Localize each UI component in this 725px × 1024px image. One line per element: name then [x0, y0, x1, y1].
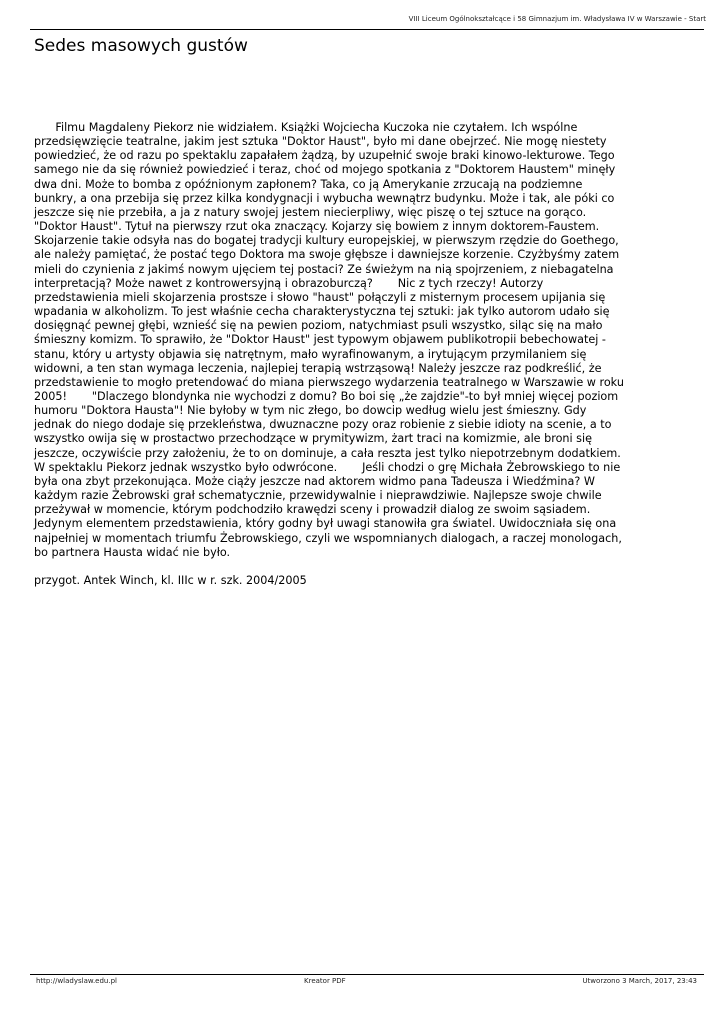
- text-line: mieli do czynienia z jakimś nowym ujęciem tej postaci? Ze świeżym na nią spojrzeniem, z niebagatelna: [34, 262, 614, 276]
- text-line: Filmu Magdaleny Piekorz nie widziałem. Książki Wojciecha Kuczoka nie czytałem. Ich wspólne: [34, 121, 578, 134]
- text-line: interpretacją? Może nawet z kontrowersyjną i obrazoburczą? Nic z tych rzeczy! Autorzy: [34, 276, 544, 290]
- text-line: dosięgnąć pewnej głębi, wznieść się na pewien poziom, natychmiast psuli wszystko, siląc się na mało: [34, 319, 603, 333]
- text-line: dwa dni. Może to bomba z opóźnionym zapłonem? Taka, co ją Amerykanie zrzucają na podziemne: [34, 177, 583, 191]
- text-line: najpełniej w momentach triumfu Żebrowskiego, czyli we wspomnianych dialogach, a raczej monologach,: [34, 531, 622, 545]
- header-divider: [30, 29, 704, 30]
- text-line: przedstawienia mieli skojarzenia prostsze i słowo "haust" połączyli z misternym procesem upijania się: [34, 290, 606, 304]
- article-title: Sedes masowych gustów: [34, 36, 248, 56]
- text-line: wpadania w alkoholizm. To jest właśnie cecha charakterystyczna tej sztuki: jak tylko autorom udało się: [34, 305, 610, 319]
- text-line: była ona zbyt przekonująca. Może ciąży jeszcze nad aktorem widmo pana Tadeusza i Wiedźmina? W: [34, 474, 595, 488]
- text-line: każdym razie Żebrowski grał schematycznie, przewidywalnie i nieprawdziwie. Najlepsze swoje chwile: [34, 489, 602, 503]
- footer-url: http://wladyslaw.edu.pl: [36, 977, 117, 985]
- text-line: samego nie da się również powiedzieć i teraz, choć od mojego spotkania z "Doktorem Haustem" minęły: [34, 163, 616, 177]
- text-line: ale należy pamiętać, że postać tego Doktora ma swoje głębsze i dawniejsze korzenie. Czyżbyśmy zatem: [34, 248, 620, 262]
- footer-created: Utworzono 3 March, 2017, 23:43: [582, 977, 697, 985]
- author-line: przygot. Antek Winch, kl. IIIc w r. szk. 2004/2005: [34, 574, 307, 587]
- text-line: widowni, a ten stan wymaga leczenia, najlepiej terapią wstrząsową! Należy jeszcze raz podkreślić, że: [34, 361, 602, 375]
- text-line: bunkry, a ona przebija się przez kilka kondygnacji i wybucha wewnątrz budynku. Może i tak, ale póki co: [34, 191, 615, 205]
- text-line: jednak do niego dodaje się przekleństwa, dwuznaczne pozy oraz robienie z siebie idioty na scenie, a to: [34, 418, 612, 432]
- text-line: Jedynym elementem przedstawienia, który godny był uwagi stanowiła gra światel. Uwidoczniała się ona: [34, 517, 617, 531]
- text-line: przedsięwzięcie teatralne, jakim jest sztuka "Doktor Haust", było mi dane obejrzeć. Nie mogę niestety: [34, 135, 607, 149]
- text-line: jeszcze się nie przebiła, a ja z natury swojej jestem niecierpliwy, więc piszę o tej sztuce na gorąco.: [34, 205, 587, 219]
- footer-divider: [30, 974, 704, 975]
- text-line: W spektaklu Piekorz jednak wszystko było odwrócone. Jeśli chodzi o grę Michała Żebrowskiego to nie: [34, 460, 621, 474]
- blank-line: [34, 560, 688, 574]
- text-line: przedstawienie to mogło pretendować do miana pierwszego wydarzenia teatralnego w Warszawie w roku: [34, 375, 624, 389]
- text-line: 2005! "Dlaczego blondynka nie wychodzi z domu? Bo boi się „że zajdzie"-to był mniej więcej poziom: [34, 389, 619, 403]
- site-title: VIII Liceum Ogólnokształcące i 58 Gimnazjum im. Władysława IV w Warszawie - Start: [408, 15, 706, 23]
- text-line: wszystko owija się w prostactwo przechodzące w prymitywizm, żart traci na komizmie, ale broni się: [34, 432, 592, 446]
- text-line: śmieszny komizm. To sprawiło, że "Doktor Haust" jest typowym objawem publikotropii bebechowatej -: [34, 333, 606, 347]
- text-line: humoru "Doktora Hausta"! Nie byłoby w tym nic złego, bo dowcip według wielu jest śmieszny. Gdy: [34, 404, 587, 418]
- text-line: stanu, który u artysty objawia się natrętnym, mało wyrafinowanym, a irytującym przymilaniem się: [34, 347, 587, 361]
- text-line: jeszcze, oczywiście przy założeniu, że to on dominuje, a cała reszta jest tylko niepotrzebnym dodatkiem.: [34, 446, 621, 460]
- text-line: Skojarzenie takie odsyła nas do bogatej tradycji kultury europejskiej, w pierwszym rzędzie do Goethego,: [34, 234, 619, 248]
- text-line: przeżywał w momencie, którym podchodziło krawędzi sceny i prowadził dialog ze swoim sąsiadem.: [34, 503, 591, 517]
- text-line: powiedzieć, że od razu po spektaklu zapałałem żądzą, by uzupełnić swoje braki kinowo-lekturowe. Tego: [34, 149, 615, 163]
- article-body: [34, 121, 688, 588]
- text-line: bo partnera Hausta widać nie było.: [34, 545, 231, 559]
- footer-generator: Kreator PDF: [304, 977, 346, 985]
- text-line: "Doktor Haust". Tytuł na pierwszy rzut oka znaczący. Kojarzy się bowiem z innym doktorem-Faustem.: [34, 220, 600, 234]
